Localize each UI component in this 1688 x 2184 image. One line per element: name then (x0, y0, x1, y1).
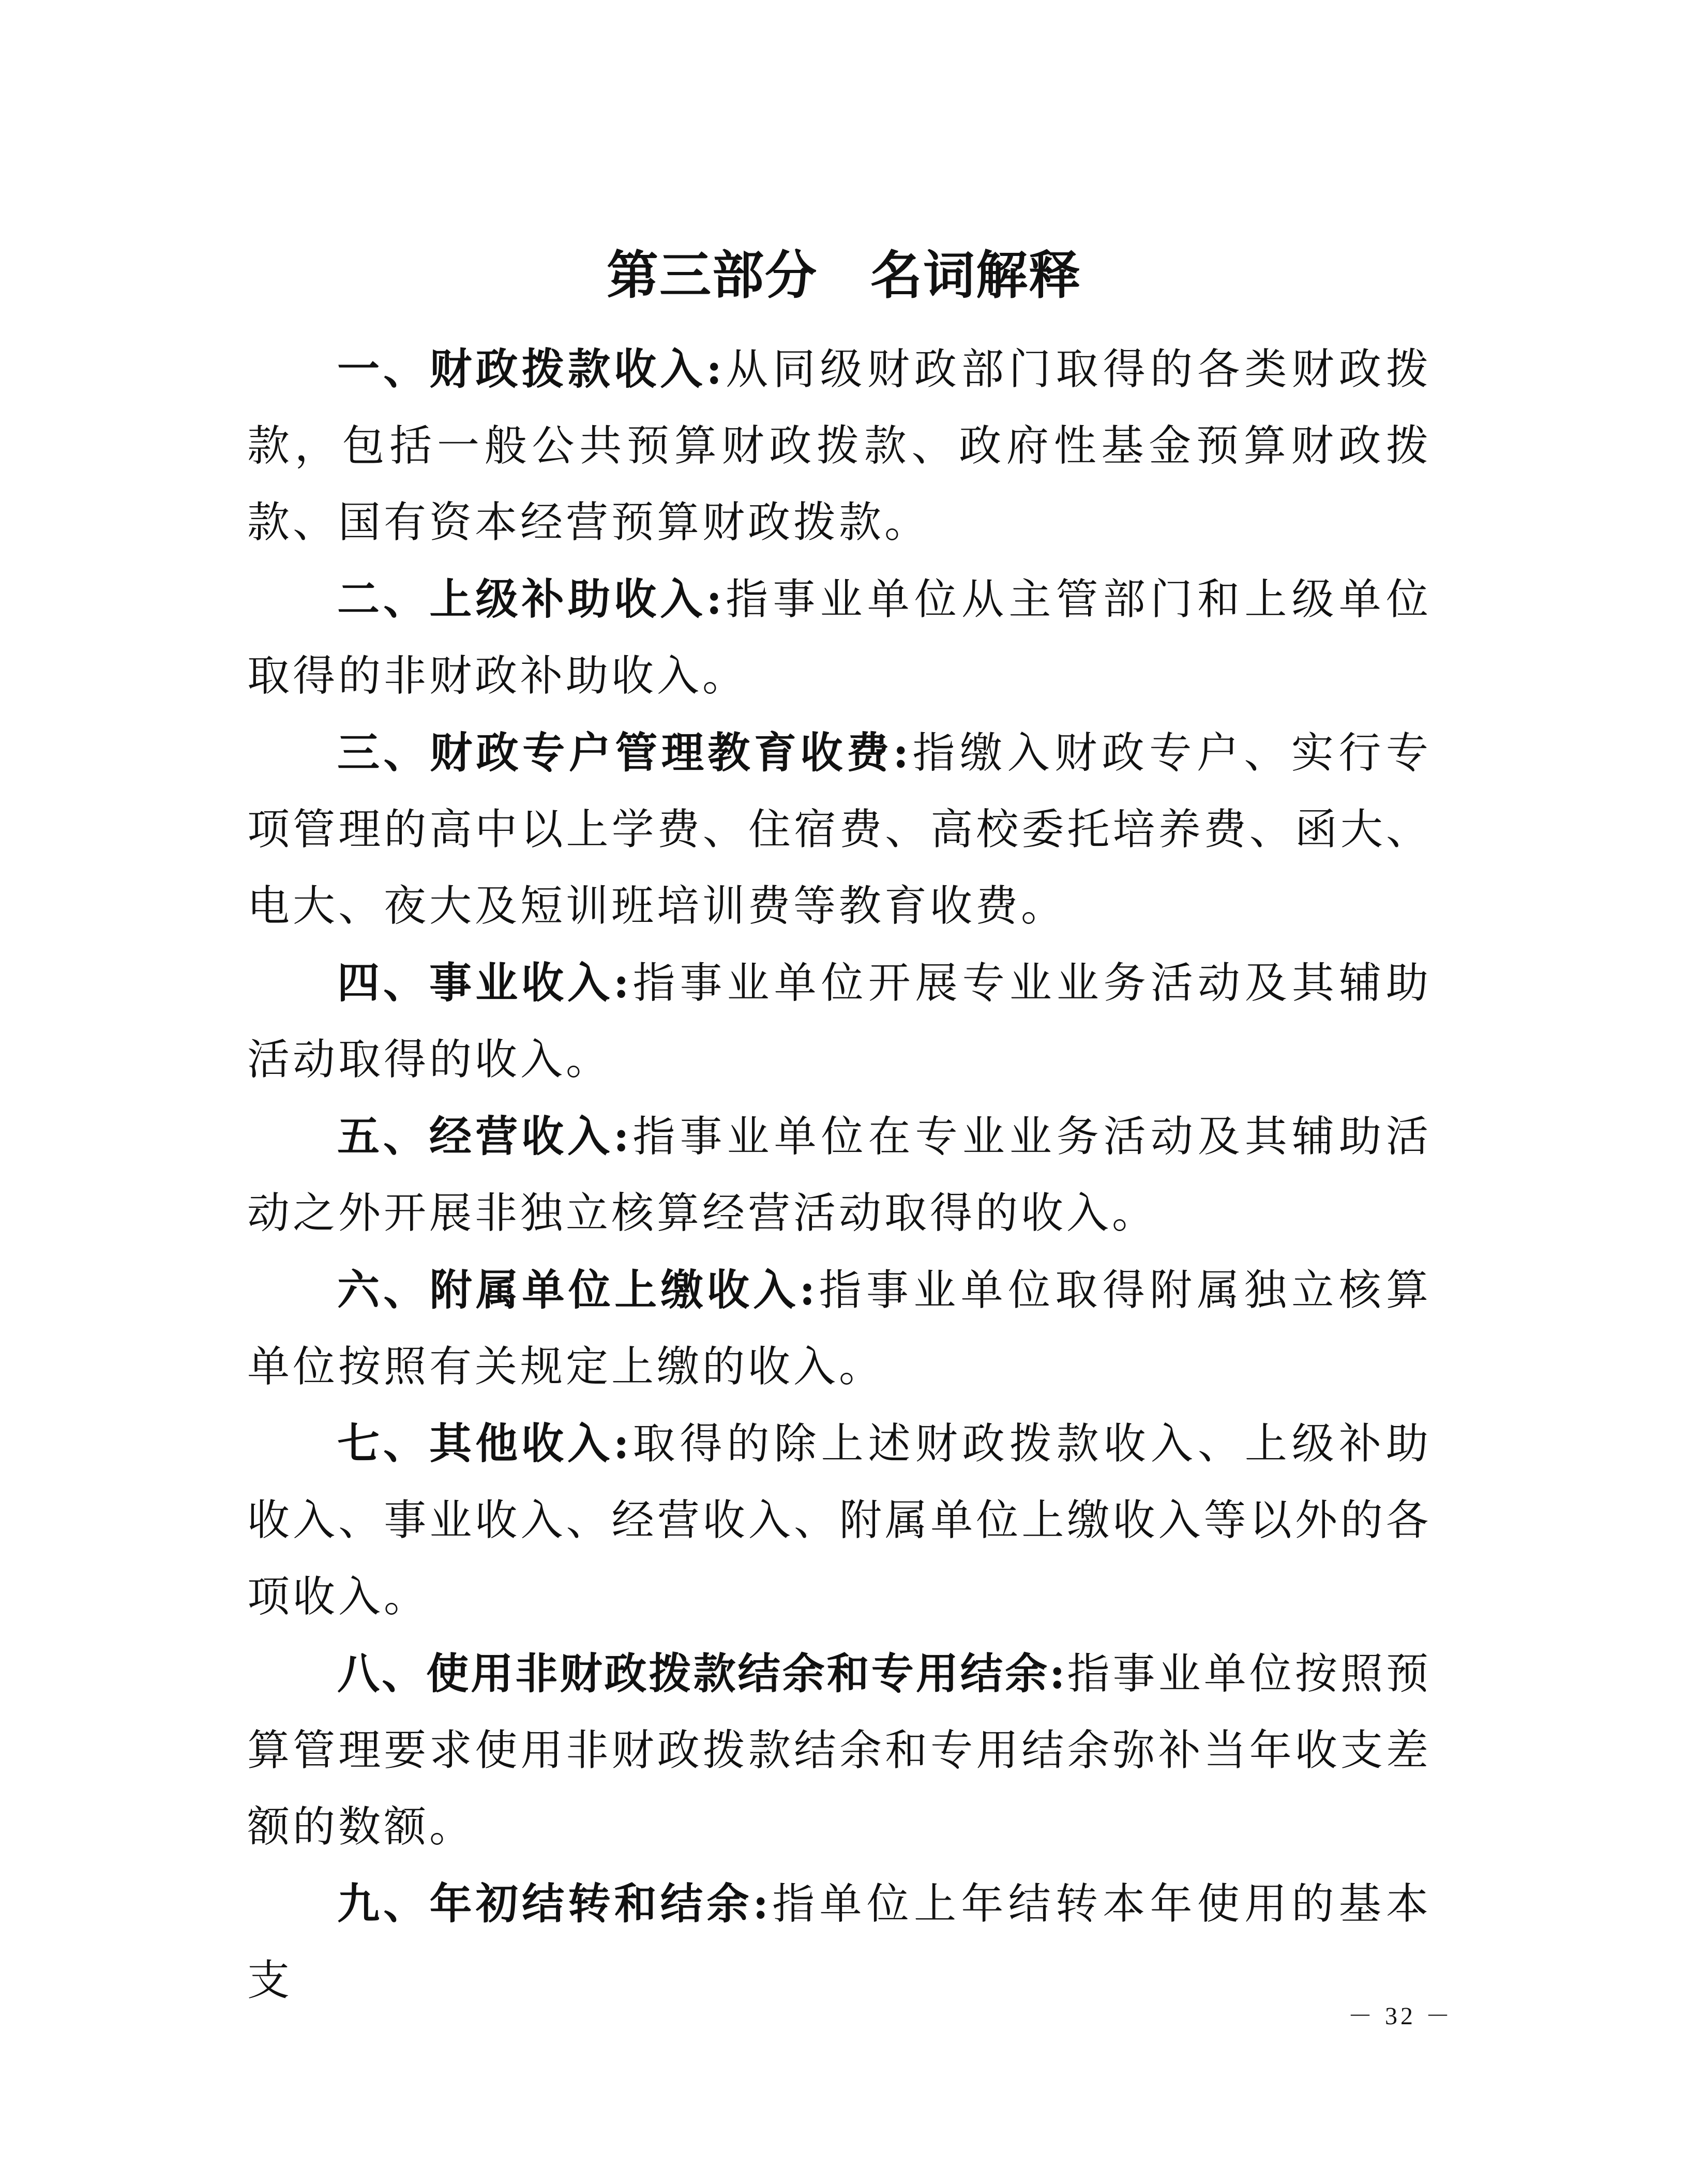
page-number: － 32 － (1347, 2003, 1453, 2030)
term-affiliated-unit-income (247, 1252, 1431, 1405)
term-name: 一、财政拨款收入: (337, 344, 724, 394)
term-fiscal-appropriation-income (247, 331, 1431, 561)
term-definition: 指事业单位在专业业务活动及其辅助活动之外开展非独立核算经营活动取得的收入。 (247, 1112, 1431, 1238)
term-name: 四、事业收入: (337, 958, 631, 1008)
term-use-of-balances (247, 1635, 1431, 1866)
term-name: 二、上级补助收入: (337, 574, 724, 624)
term-definition: 指事业单位从主管部门和上级单位取得的非财政补助收入。 (247, 575, 1431, 701)
page-title: 第三部分 名词解释 (607, 245, 1081, 306)
term-other-income (247, 1405, 1431, 1635)
term-name: 七、其他收入: (337, 1419, 631, 1468)
term-education-fee-income (247, 715, 1431, 945)
term-definition: 取得的除上述财政拨款收入、上级补助收入、事业收入、经营收入、附属单位上缴收入等以外的各项收入。 (247, 1419, 1431, 1621)
term-name: 九、年初结转和结余: (337, 1879, 771, 1929)
term-name: 六、附属单位上缴收入: (337, 1265, 818, 1315)
term-definition: 指事业单位取得附属独立核算单位按照有关规定上缴的收入。 (247, 1266, 1431, 1391)
term-definition: 指单位上年结转本年使用的基本支 (247, 1879, 1431, 2005)
term-superior-subsidy-income (247, 561, 1431, 715)
term-definition: 指缴入财政专户、实行专项管理的高中以上学费、住宿费、高校委托培养费、函大、电大、夜大及短训班培训费等教育收费。 (247, 729, 1431, 931)
term-business-income (247, 945, 1431, 1098)
term-name: 三、财政专户管理教育收费: (337, 728, 911, 778)
term-beginning-carryover (247, 1866, 1431, 2019)
term-operating-income (247, 1098, 1431, 1252)
term-definition: 指事业单位开展专业业务活动及其辅助活动取得的收入。 (247, 959, 1431, 1084)
term-name: 八、使用非财政拨款结余和专用结余: (337, 1649, 1067, 1698)
term-list (247, 331, 1431, 2019)
term-definition: 指事业单位按照预算管理要求使用非财政拨款结余和专用结余弥补当年收支差额的数额。 (247, 1649, 1431, 1852)
term-definition: 从同级财政部门取得的各类财政拨款，包括一般公共预算财政拨款、政府性基金预算财政拨款、国有资本经营预算财政拨款。 (247, 345, 1431, 547)
term-name: 五、经营收入: (337, 1112, 631, 1161)
